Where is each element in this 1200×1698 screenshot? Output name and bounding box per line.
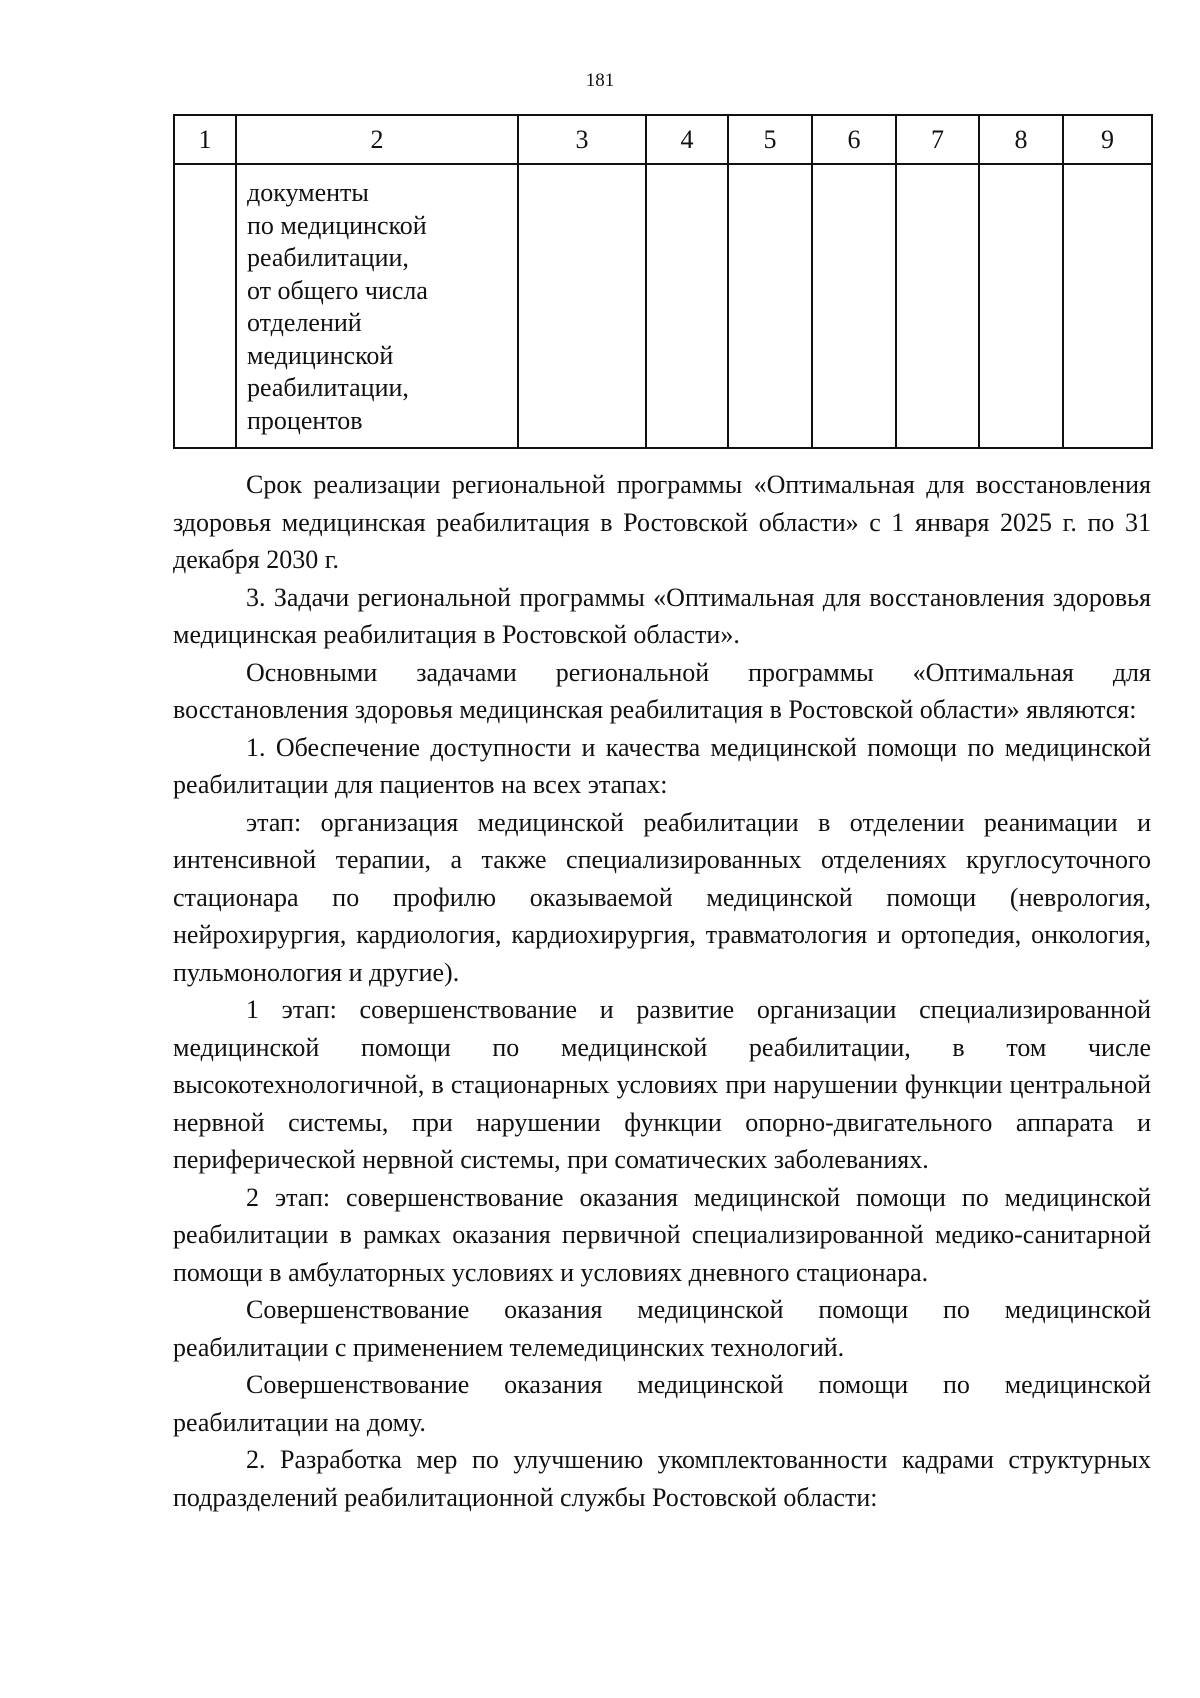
- indicator-table: [173, 114, 1153, 449]
- table-cell-empty: [646, 164, 728, 448]
- column-header: 6: [812, 115, 896, 164]
- column-header: 8: [979, 115, 1063, 164]
- column-header: 9: [1063, 115, 1152, 164]
- paragraph-program-term: Срок реализации региональной программы «Оптимальная для восстановления здоровья медицинская реабилитация в Ростовской области» с 1 января 2025 г. по 31 декабря 2030 г.: [173, 470, 1151, 574]
- cell-text-line: медицинской: [247, 340, 394, 370]
- column-header: 3: [518, 115, 646, 164]
- table-cell-empty: [728, 164, 812, 448]
- table-cell-empty: [518, 164, 646, 448]
- cell-text-line: реабилитации,: [247, 373, 409, 402]
- paragraph-stage-2: 2 этап: совершенствование оказания медицинской помощи по медицинской реабилитации в рамках оказания первичной специализированной медико-санитарной помощи в амбулаторных условиях и условиях дневного стационара.: [173, 1182, 1151, 1287]
- cell-text-line: отделений: [247, 308, 362, 337]
- table-cell-empty: [979, 164, 1063, 448]
- table-header-row: [174, 115, 1152, 164]
- paragraph-stage-0: этап: организация медицинской реабилитации в отделении реанимации и интенсивной терапии, а также специализированных отделениях круглосуточного стационара по профилю оказываемой медицинской помощи (неврология, нейрохирургия, кардиология, кардиохирургия, травматология и ортопедия, онкология, пульмонология и другие).: [173, 807, 1151, 987]
- paragraph-stage-1: 1 этап: совершенствование и развитие организации специализированной медицинской помощи по медицинской реабилитации, в том числе высокотехнологичной, в стационарных условиях при нарушении функции центральной нервной системы, при нарушении функции опорно-двигательного аппарата и периферической нервной системы, при соматических заболеваниях.: [173, 995, 1151, 1174]
- column-header: 7: [896, 115, 979, 164]
- column-header: 4: [646, 115, 728, 164]
- paragraph-telemedicine: Совершенствование оказания медицинской помощи по медицинской реабилитации с применением телемедицинских технологий.: [173, 1295, 1151, 1362]
- table-cell-empty: [896, 164, 979, 448]
- paragraph-tasks-heading: 3. Задачи региональной программы «Оптимальная для восстановления здоровья медицинская реабилитация в Ростовской области».: [173, 582, 1151, 649]
- column-header: 5: [728, 115, 812, 164]
- table-cell-empty: [812, 164, 896, 448]
- cell-text-line: по медицинской: [247, 210, 427, 240]
- cell-text-line: документы: [247, 178, 369, 207]
- paragraph-task-1: 1. Обеспечение доступности и качества медицинской помощи по медицинской реабилитации для пациентов на всех этапах:: [173, 732, 1151, 799]
- paragraph-main-tasks: Основными задачами региональной программы «Оптимальная для восстановления здоровья медицинская реабилитация в Ростовской области» являются:: [173, 657, 1151, 724]
- cell-text-line: реабилитации,: [247, 243, 409, 272]
- body-text: [173, 466, 1151, 1516]
- indicator-name-cell: [236, 164, 518, 448]
- cell-text-line: процентов: [247, 405, 363, 435]
- cell-text-line: от общего числа: [247, 275, 428, 305]
- table-cell-empty: [174, 164, 236, 448]
- column-header: 2: [236, 115, 518, 164]
- paragraph-task-2: 2. Разработка мер по улучшению укомплектованности кадрами структурных подразделений реабилитационной службы Ростовской области:: [173, 1445, 1151, 1512]
- table-cell-empty: [1063, 164, 1152, 448]
- table-row: [174, 164, 1152, 448]
- paragraph-home-care: Совершенствование оказания медицинской помощи по медицинской реабилитации на дому.: [173, 1370, 1151, 1437]
- page-number: 181: [585, 70, 615, 91]
- column-header: 1: [174, 115, 236, 164]
